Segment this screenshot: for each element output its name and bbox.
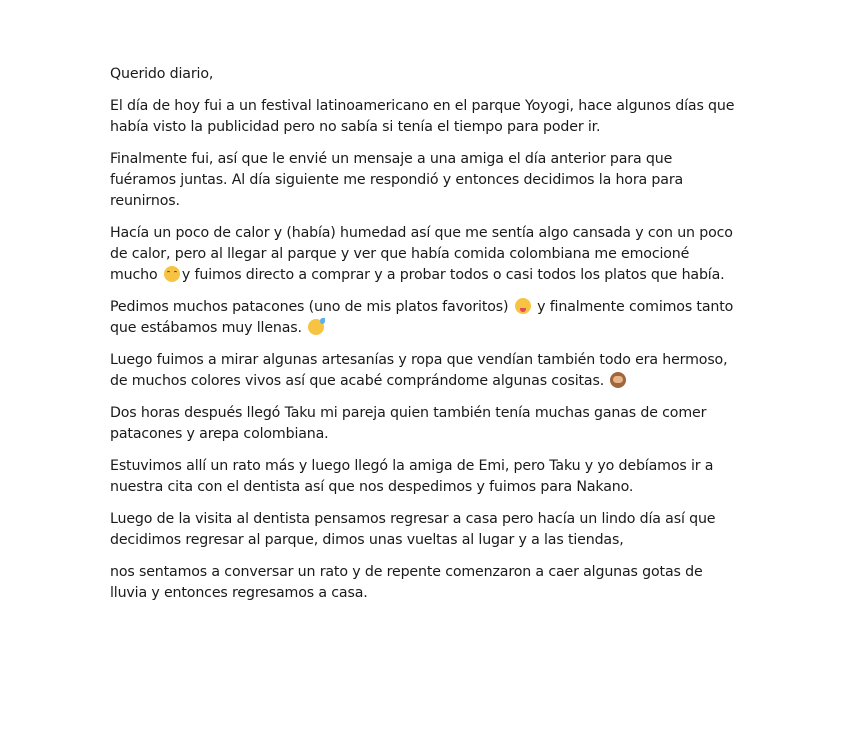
paragraph-8-text: Luego de la visita al dentista pensamos regresar a casa pero hacía un lindo día así que decidimos regresar al parque, dimos unas vueltas al lugar y a las tiendas, <box>110 511 716 548</box>
paragraph-5 <box>110 350 740 392</box>
paragraph-6 <box>110 403 740 445</box>
face-savoring-food-icon <box>515 298 531 314</box>
diary-entry <box>110 64 740 615</box>
paragraph-9 <box>110 562 740 604</box>
paragraph-1-text: El día de hoy fui a un festival latinoamericano en el parque Yoyogi, hace algunos días que había visto la publicidad pero no sabía si tenía el tiempo para poder ir. <box>110 98 735 135</box>
greeting: Querido diario, <box>110 66 214 82</box>
paragraph-7 <box>110 456 740 498</box>
paragraph-1 <box>110 96 740 138</box>
paragraph-4 <box>110 297 740 339</box>
paragraph-2 <box>110 149 740 212</box>
paragraph-5-text: Luego fuimos a mirar algunas artesanías y ropa que vendían también todo era hermoso, de muchos colores vivos así que acabé comprándome algunas cositas. <box>110 352 728 389</box>
smiling-face-icon <box>164 266 180 282</box>
grinning-sweat-face-icon <box>308 319 324 335</box>
paragraph-8 <box>110 509 740 551</box>
paragraph-3-text-b: y fuimos directo a comprar y a probar todos o casi todos los platos que había. <box>181 267 725 283</box>
paragraph-3-text-a: Hacía un poco de calor y (había) humedad así que me sentía algo cansada y con un poco de calor, pero al llegar al parque y ver que había comida colombiana me emocioné mucho <box>110 225 733 283</box>
paragraph-6-text: Dos horas después llegó Taku mi pareja quien también tenía muchas ganas de comer patacones y arepa colombiana. <box>110 405 707 442</box>
paragraph-7-text: Estuvimos allí un rato más y luego llegó la amiga de Emi, pero Taku y yo debíamos ir a nuestra cita con el dentista así que nos despedimos y fuimos para Nakano. <box>110 458 714 495</box>
paragraph-4-text-a: Pedimos muchos patacones (uno de mis platos favoritos) <box>110 299 513 315</box>
paragraph-9-text: nos sentamos a conversar un rato y de repente comenzaron a caer algunas gotas de lluvia y entonces regresamos a casa. <box>110 564 703 601</box>
see-no-evil-monkey-icon <box>610 372 626 388</box>
paragraph-2-text: Finalmente fui, así que le envié un mensaje a una amiga el día anterior para que fuéramos juntas. Al día siguiente me respondió y entonces decidimos la hora para reunirnos. <box>110 151 684 209</box>
paragraph-4-text-b: y finalmente comimos tanto que estábamos muy llenas. <box>110 299 734 336</box>
paragraph-3 <box>110 223 740 286</box>
